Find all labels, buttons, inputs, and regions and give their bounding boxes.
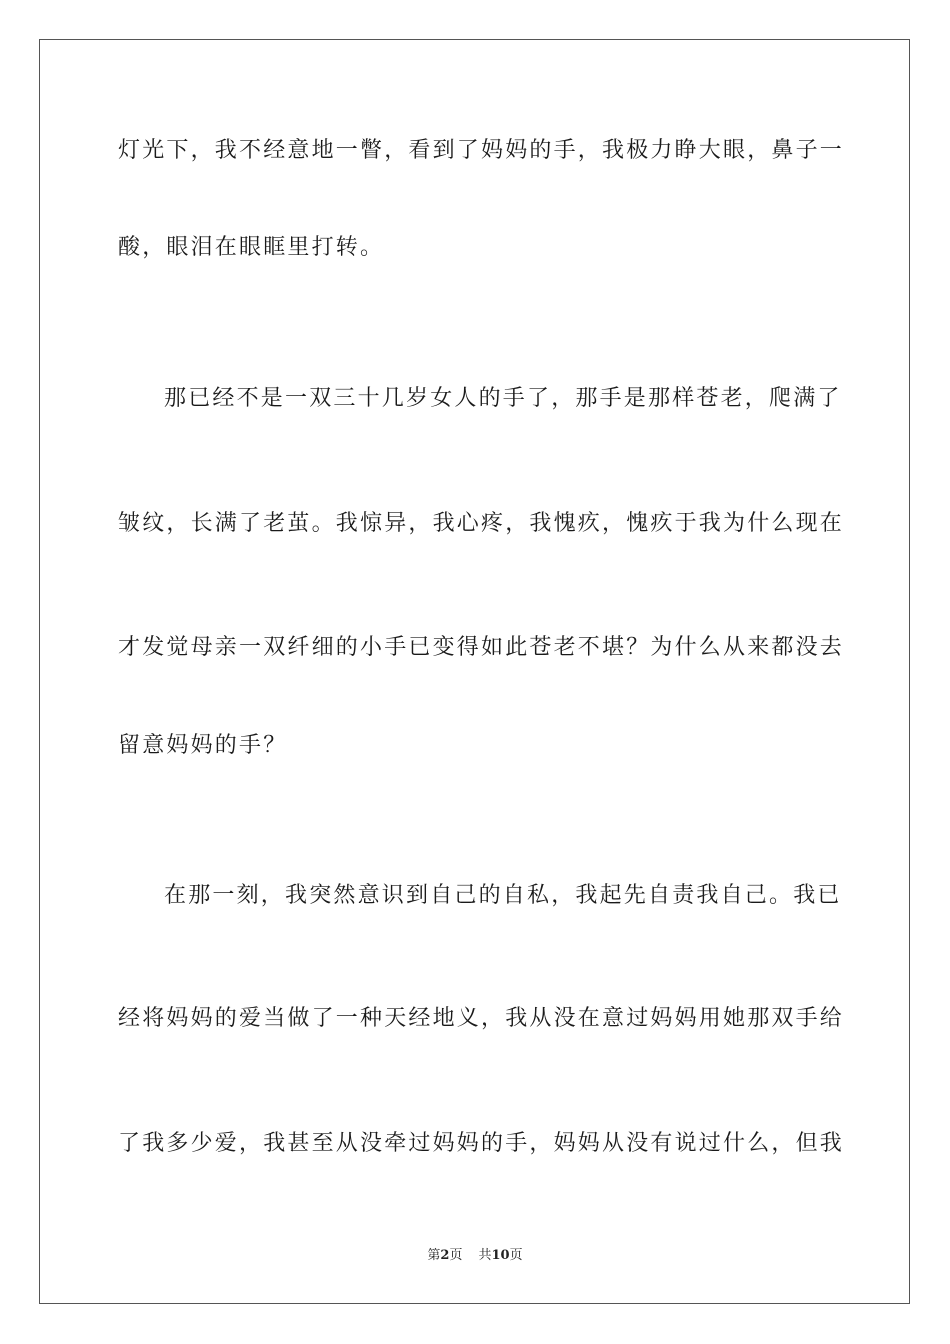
footer-total-suffix: 页: [509, 1248, 523, 1263]
body-line-9: 了我多少爱，我甚至从没牵过妈妈的手，妈妈从没有说过什么，但我: [118, 1131, 845, 1156]
footer-page-suffix: 页: [449, 1248, 463, 1263]
body-line-7: 在那一刻，我突然意识到自己的自私，我起先自责我自己。我已: [164, 883, 842, 908]
footer-page-number: 2: [440, 1248, 450, 1263]
page-border: [39, 39, 910, 1304]
body-line-2: 酸，眼泪在眼眶里打转。: [118, 235, 385, 260]
page-footer: [0, 1247, 950, 1265]
body-line-3: 那已经不是一双三十几岁女人的手了，那手是那样苍老，爬满了: [164, 386, 842, 411]
footer-total-prefix: 共: [478, 1248, 492, 1263]
body-line-8: 经将妈妈的爱当做了一种天经地义，我从没在意过妈妈用她那双手给: [118, 1006, 845, 1031]
body-line-5: 才发觉母亲一双纤细的小手已变得如此苍老不堪？为什么从来都没去: [118, 635, 845, 660]
body-line-4: 皱纹，长满了老茧。我惊异，我心疼，我愧疚，愧疚于我为什么现在: [118, 511, 845, 536]
footer-page-prefix: 第: [427, 1248, 441, 1263]
body-line-6: 留意妈妈的手？: [118, 733, 288, 758]
footer-total-number: 10: [491, 1248, 510, 1263]
body-line-1: 灯光下，我不经意地一瞥，看到了妈妈的手，我极力睁大眼，鼻子一: [118, 138, 845, 163]
